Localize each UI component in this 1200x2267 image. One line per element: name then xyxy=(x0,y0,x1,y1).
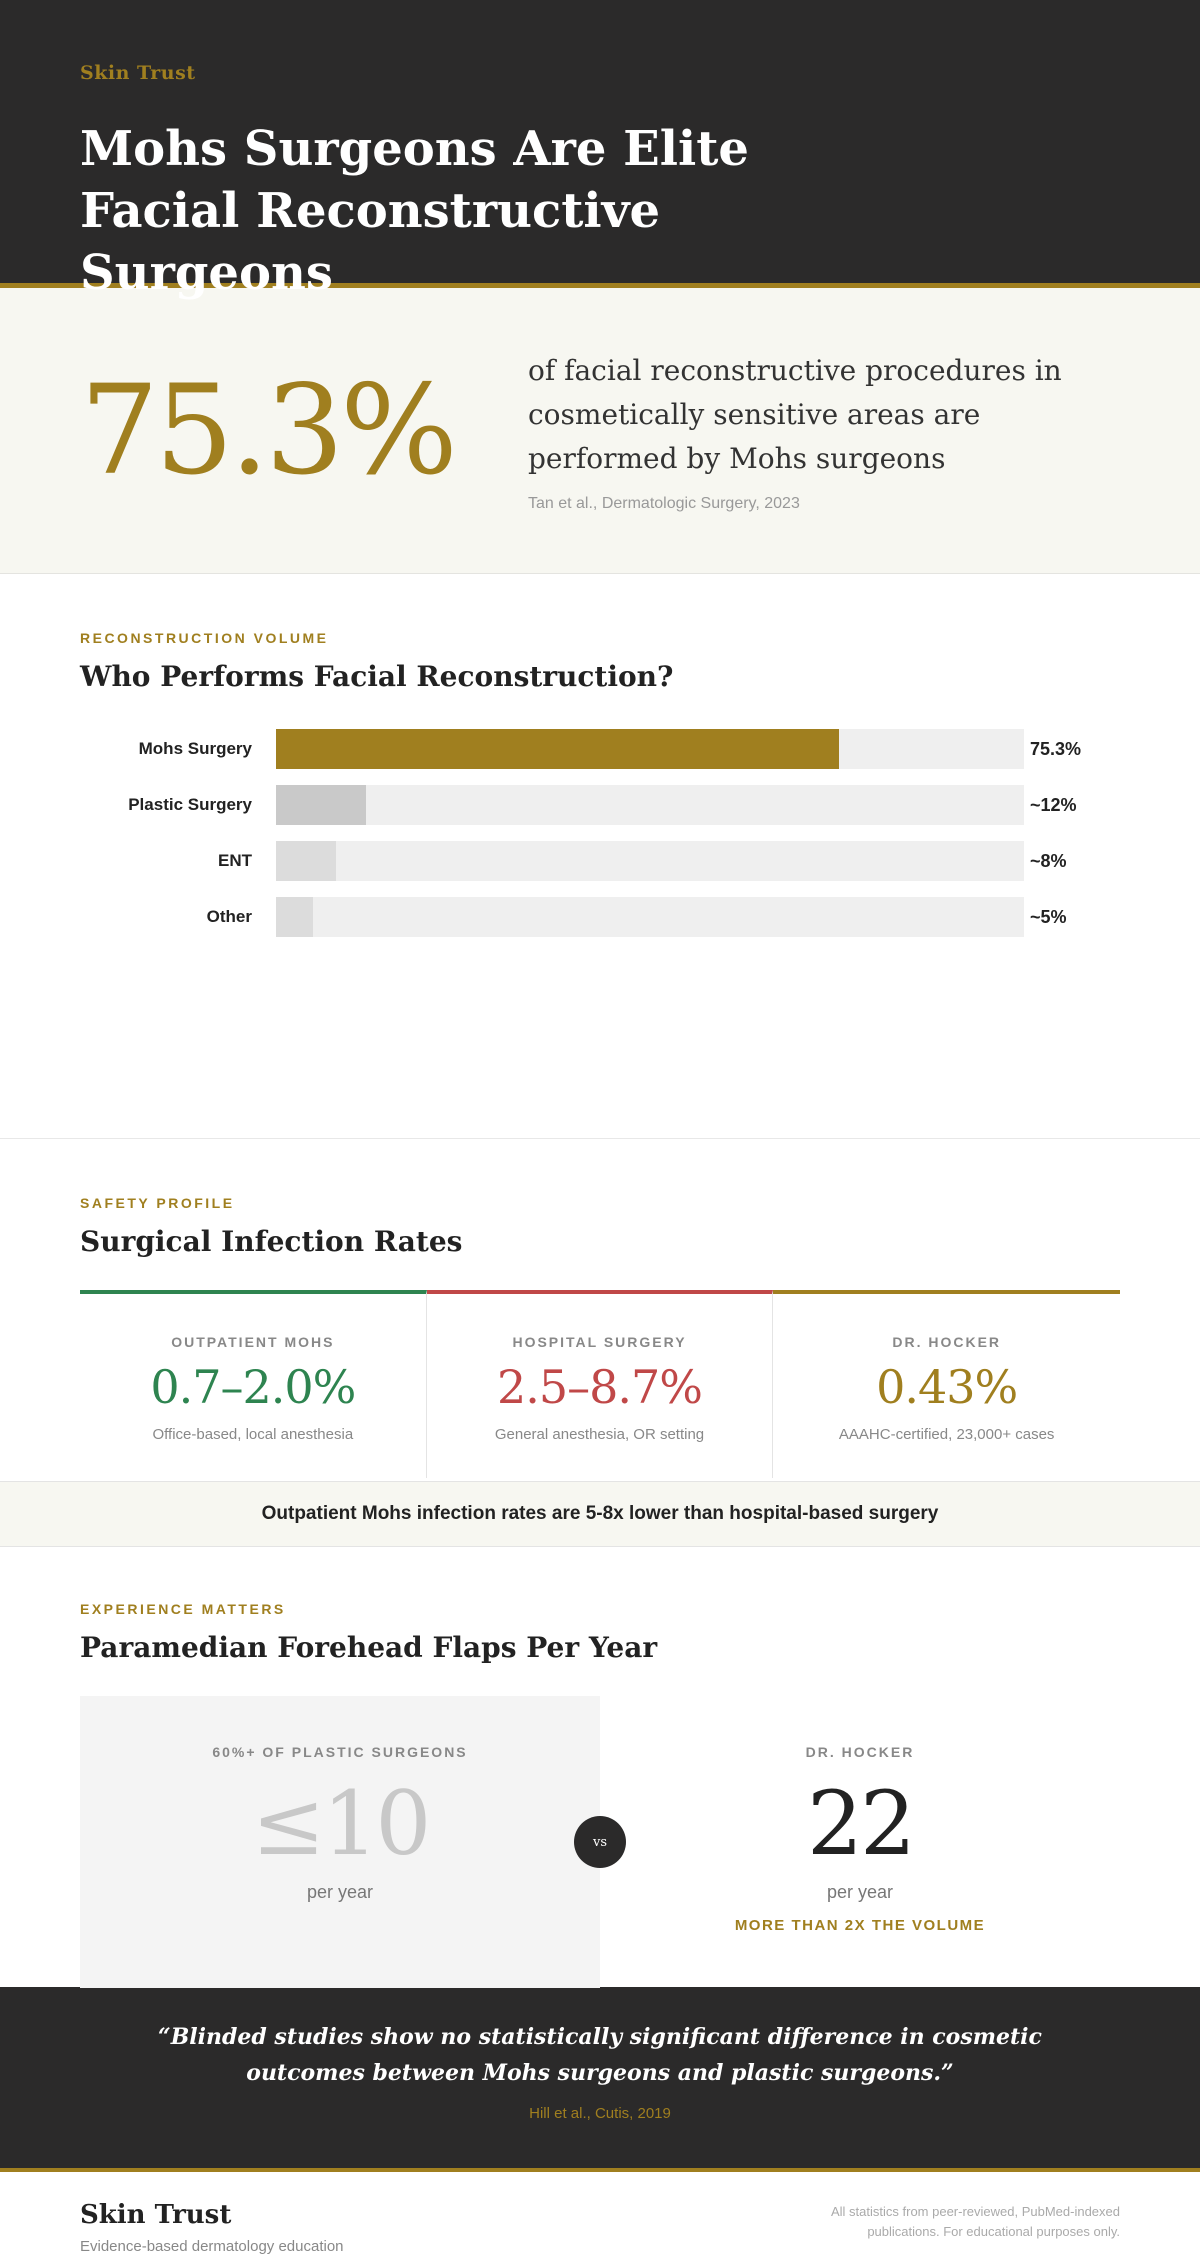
comparison-value: ≤10 xyxy=(251,1772,429,1875)
comparison-unit: per year xyxy=(306,1882,374,1902)
page-header xyxy=(0,0,1200,301)
bar-value-label: 75.3% xyxy=(1030,738,1082,759)
bar-mark xyxy=(276,729,839,769)
bar-mark xyxy=(276,897,313,937)
card-label: DR. HOCKER xyxy=(892,1334,1002,1350)
safety-profile-section xyxy=(0,1139,1200,1481)
hero-description: of facial reconstructive procedures in cosmetically sensitive areas are performed by Mohs surgeons xyxy=(528,353,1062,475)
section-title: Paramedian Forehead Flaps Per Year xyxy=(80,1631,658,1664)
bar-mark xyxy=(276,785,366,825)
footer-disclaimer: All statistics from peer-reviewed, PubMed-indexed publications. For educational purposes only. xyxy=(830,2204,1120,2239)
card-value: 0.43% xyxy=(876,1360,1018,1414)
bar-value-label: ~8% xyxy=(1030,850,1067,871)
bar-track xyxy=(276,785,1024,825)
comparison-banner: Outpatient Mohs infection rates are 5-8x lower than hospital-based surgery xyxy=(0,1481,1200,1547)
quote-text: “Blinded studies show no statistically significant difference in cosmetic outcomes between Mohs surgeons and plastic surgeons.” xyxy=(158,2024,1042,2086)
bar-value-label: ~12% xyxy=(1030,794,1077,815)
brand-name: Skin Trust xyxy=(80,62,196,84)
card-label: OUTPATIENT MOHS xyxy=(171,1334,335,1350)
section-eyebrow: RECONSTRUCTION VOLUME xyxy=(80,630,329,646)
hero-value: 75.3% xyxy=(80,358,454,503)
section-title: Surgical Infection Rates xyxy=(80,1225,463,1258)
bar-row xyxy=(80,729,1120,769)
section-eyebrow: EXPERIENCE MATTERS xyxy=(80,1601,286,1617)
card-caption: AAAHC-certified, 23,000+ cases xyxy=(838,1426,1055,1443)
bar-value-label: ~5% xyxy=(1030,906,1067,927)
bar-chart xyxy=(80,729,1120,937)
bar-track xyxy=(276,729,1024,769)
comparison-label: 60%+ OF PLASTIC SURGEONS xyxy=(212,1744,468,1760)
section-title: Who Performs Facial Reconstruction? xyxy=(80,660,674,693)
quote-source: Hill et al., Cutis, 2019 xyxy=(529,2105,671,2122)
footer-brand-block xyxy=(80,2200,344,2267)
footer-brand: Skin Trust xyxy=(80,2200,232,2230)
footer-tagline: Evidence-based dermatology education xyxy=(80,2238,344,2255)
card-caption: Office-based, local anesthesia xyxy=(152,1426,354,1443)
comparison-label: DR. HOCKER xyxy=(805,1744,915,1760)
comparison-value: 22 xyxy=(807,1772,913,1875)
comparison-dr-hocker xyxy=(600,1696,1120,1988)
comparison-plastic-surgeons xyxy=(80,1696,600,1988)
bar-category-label: Mohs Surgery xyxy=(138,739,252,758)
volume-comparison xyxy=(80,1696,1120,1988)
hero-source: Tan et al., Dermatologic Surgery, 2023 xyxy=(528,494,800,512)
comparison-unit: per year xyxy=(826,1882,894,1902)
page-footer xyxy=(0,2172,1200,2267)
bar-category-label: ENT xyxy=(218,851,252,870)
stat-card-hospital-surgery xyxy=(427,1290,774,1478)
bar-category-label: Plastic Surgery xyxy=(128,795,252,814)
vs-badge: vs xyxy=(574,1816,626,1868)
comparison-note: MORE THAN 2X THE VOLUME xyxy=(734,1917,986,1934)
stat-card-outpatient-mohs xyxy=(80,1290,427,1478)
reconstruction-volume-section xyxy=(0,574,1200,1139)
infection-rate-cards xyxy=(80,1290,1120,1478)
bar-track xyxy=(276,897,1024,937)
card-value: 2.5–8.7% xyxy=(496,1360,703,1414)
section-eyebrow: SAFETY PROFILE xyxy=(80,1195,235,1211)
bar-track xyxy=(276,841,1024,881)
hero-text xyxy=(528,349,1108,513)
hero-stat xyxy=(0,288,1200,574)
card-value: 0.7–2.0% xyxy=(150,1360,356,1414)
page-title: Mohs Surgeons Are Elite Facial Reconstructive Surgeons xyxy=(80,121,749,301)
quote-block xyxy=(0,1987,1200,2172)
card-label: HOSPITAL SURGERY xyxy=(512,1334,687,1350)
bar-row xyxy=(80,897,1120,937)
bar-category-label: Other xyxy=(206,907,252,926)
bar-mark xyxy=(276,841,336,881)
experience-section xyxy=(0,1547,1200,1987)
bar-row xyxy=(80,785,1120,825)
card-caption: General anesthesia, OR setting xyxy=(494,1426,705,1443)
bar-row xyxy=(80,841,1120,881)
stat-card-dr-hocker xyxy=(773,1290,1120,1478)
